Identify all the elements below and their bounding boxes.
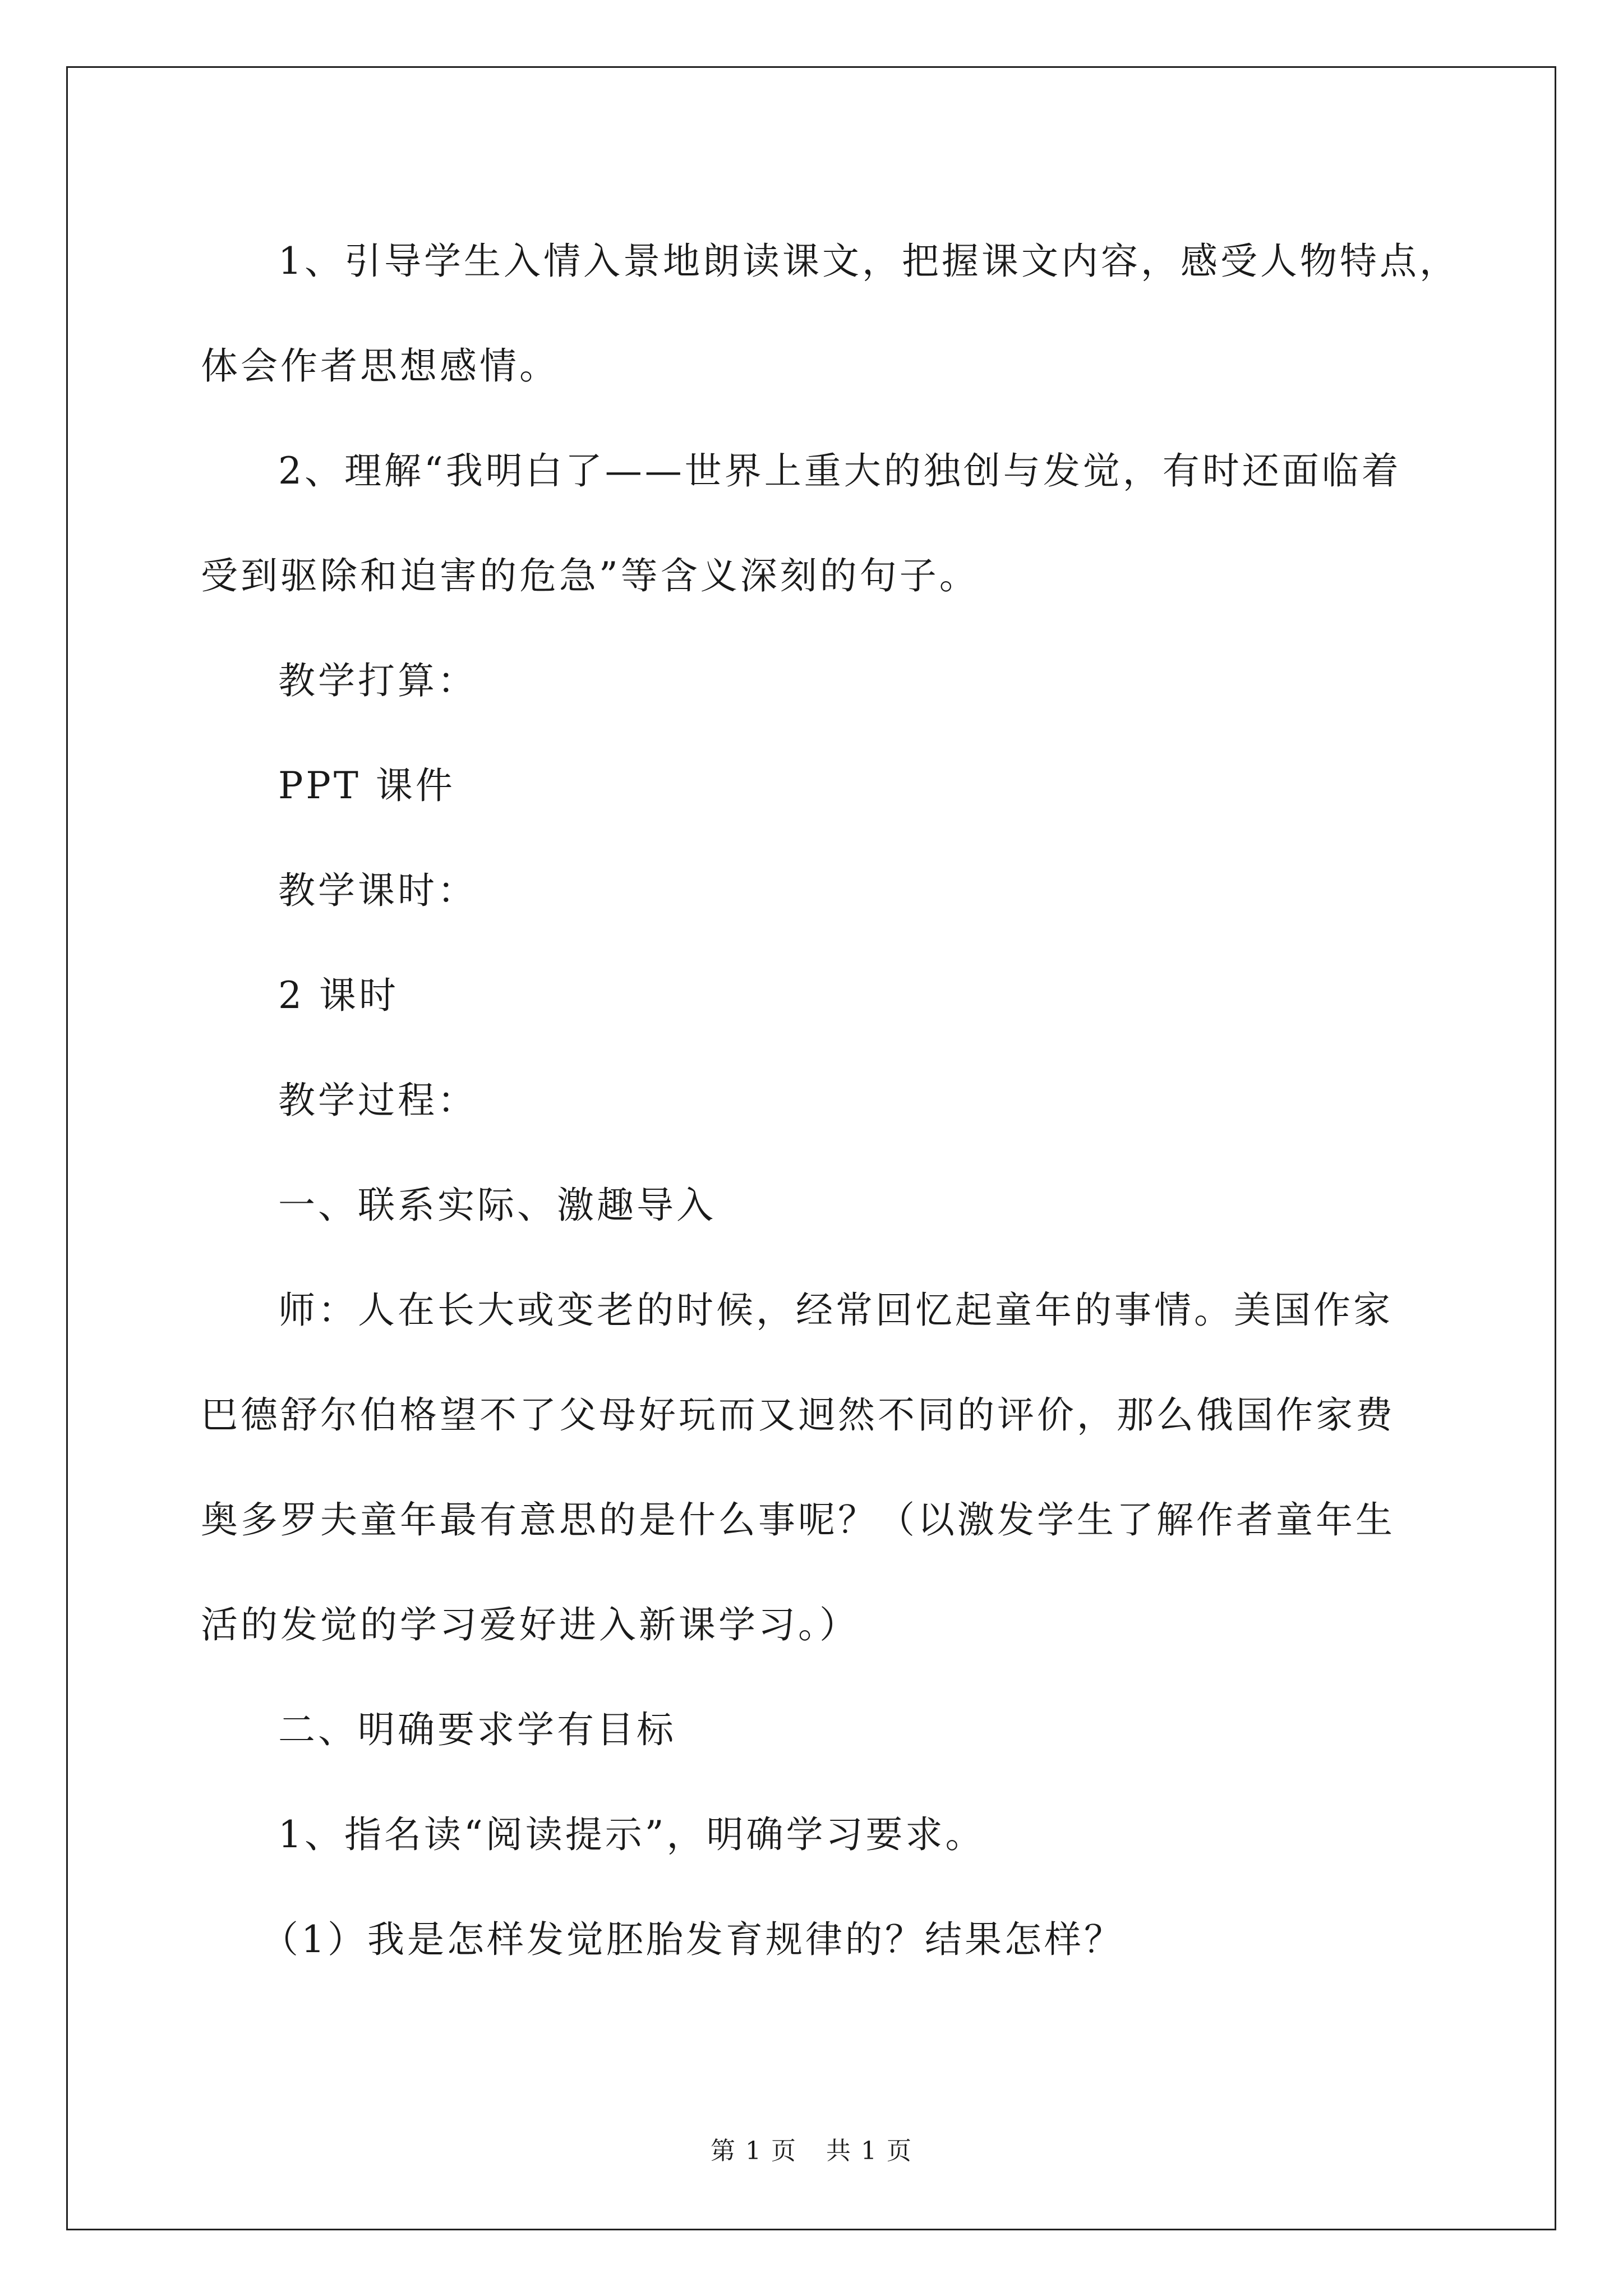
paragraph-2: 2、理解“我明白了——世界上重大的独创与发觉，有时还面临着 [278,449,1401,493]
teacher-intro-cont-3: 活的发觉的学习爱好进入新课学习。） [201,1603,859,1646]
section-2-title: 二、明确要求学有目标 [278,1708,676,1751]
paragraph-1-cont: 体会作者思想感情。 [201,344,559,388]
document-body [201,209,1463,1992]
section-2-item-1: 1、指名读“阅读提示”，明确学习要求。 [278,1813,985,1856]
paragraph-2-cont: 受到驱除和迫害的危急”等含义深刻的句子。 [201,554,979,597]
heading-preparation: 教学打算： [278,659,477,702]
section-2-question-1: （1）我是怎样发觉胚胎发育规律的？结果怎样？ [261,1918,1124,1961]
page-number: 第 1 页 [711,2137,797,2165]
page-footer [0,2131,1623,2166]
section-1-title: 一、联系实际、激趣导入 [278,1184,716,1227]
heading-process: 教学过程： [278,1079,477,1122]
preparation-item: PPT 课件 [278,764,455,807]
paragraph-1: 1、引导学生入情入景地朗读课文，把握课文内容，感受人物特点， [278,240,1459,283]
teacher-intro-cont-1: 巴德舒尔伯格望不了父母好玩而又迥然不同的评价，那么俄国作家费 [201,1393,1395,1437]
class-hours-value: 2 课时 [278,974,399,1017]
page-total: 共 1 页 [826,2137,912,2165]
teacher-intro: 师：人在长大或变老的时候，经常回忆起童年的事情。美国作家 [278,1289,1393,1332]
teacher-intro-cont-2: 奥多罗夫童年最有意思的是什么事呢？（以激发学生了解作者童年生 [201,1498,1395,1542]
heading-class-hours: 教学课时： [278,869,477,912]
